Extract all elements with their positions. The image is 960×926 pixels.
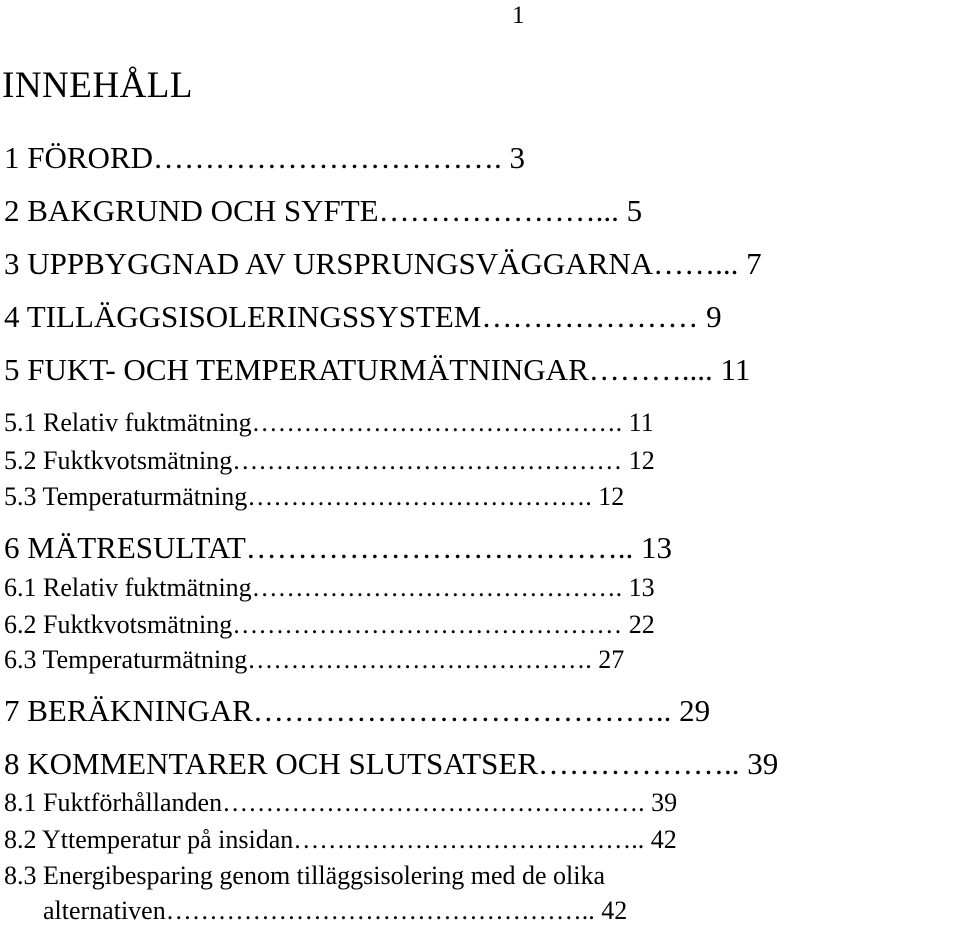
toc-entry-8-3-cont[interactable]: alternativen………………………………………….. 42	[4, 896, 628, 925]
toc-entry-5-3[interactable]: 5.3 Temperaturmätning…………………………………. 12	[4, 482, 625, 511]
toc-entry-8-1[interactable]: 8.1 Fuktförhållanden…………………………………………. 39	[4, 788, 678, 817]
toc-entry-matresultat[interactable]: 6 MÄTRESULTAT……………………………….. 13	[4, 530, 673, 565]
toc-entry-tillaggsisolering[interactable]: 4 TILLÄGGSISOLERINGSSYSTEM………………… 9	[4, 299, 722, 334]
toc-entry-8-2[interactable]: 8.2 Yttemperatur på insidan………………………………….. 42	[4, 825, 677, 854]
toc-entry-6-3[interactable]: 6.3 Temperaturmätning…………………………………. 27	[4, 645, 625, 674]
toc-entry-uppbyggnad[interactable]: 3 UPPBYGGNAD AV URSPRUNGSVÄGGARNA……... 7	[4, 246, 762, 281]
toc-entry-5-2[interactable]: 5.2 Fuktkvotsmätning……………………………………… 12	[4, 446, 655, 475]
toc-entry-kommentarer[interactable]: 8 KOMMENTARER OCH SLUTSATSER……………….. 39	[4, 746, 779, 781]
toc-entry-berakningar[interactable]: 7 BERÄKNINGAR………………………………….. 29	[4, 693, 711, 728]
toc-entry-6-2[interactable]: 6.2 Fuktkvotsmätning……………………………………… 22	[4, 610, 655, 639]
toc-title: INNEHÅLL	[2, 65, 194, 106]
toc-entry-8-3[interactable]: 8.3 Energibesparing genom tilläggsisolering med de olika	[4, 861, 606, 890]
toc-entry-6-1[interactable]: 6.1 Relativ fuktmätning……………………………………. 13	[4, 573, 655, 602]
toc-entry-forord[interactable]: 1 FÖRORD……………………………. 3	[4, 140, 526, 175]
page-number: 1	[512, 2, 525, 29]
toc-entry-fukt-temperatur[interactable]: 5 FUKT- OCH TEMPERATURMÄTNINGAR……….... 11	[4, 352, 751, 387]
toc-entry-bakgrund[interactable]: 2 BAKGRUND OCH SYFTE…………………... 5	[4, 193, 643, 228]
toc-entry-5-1[interactable]: 5.1 Relativ fuktmätning……………………………………. 11	[4, 408, 654, 437]
